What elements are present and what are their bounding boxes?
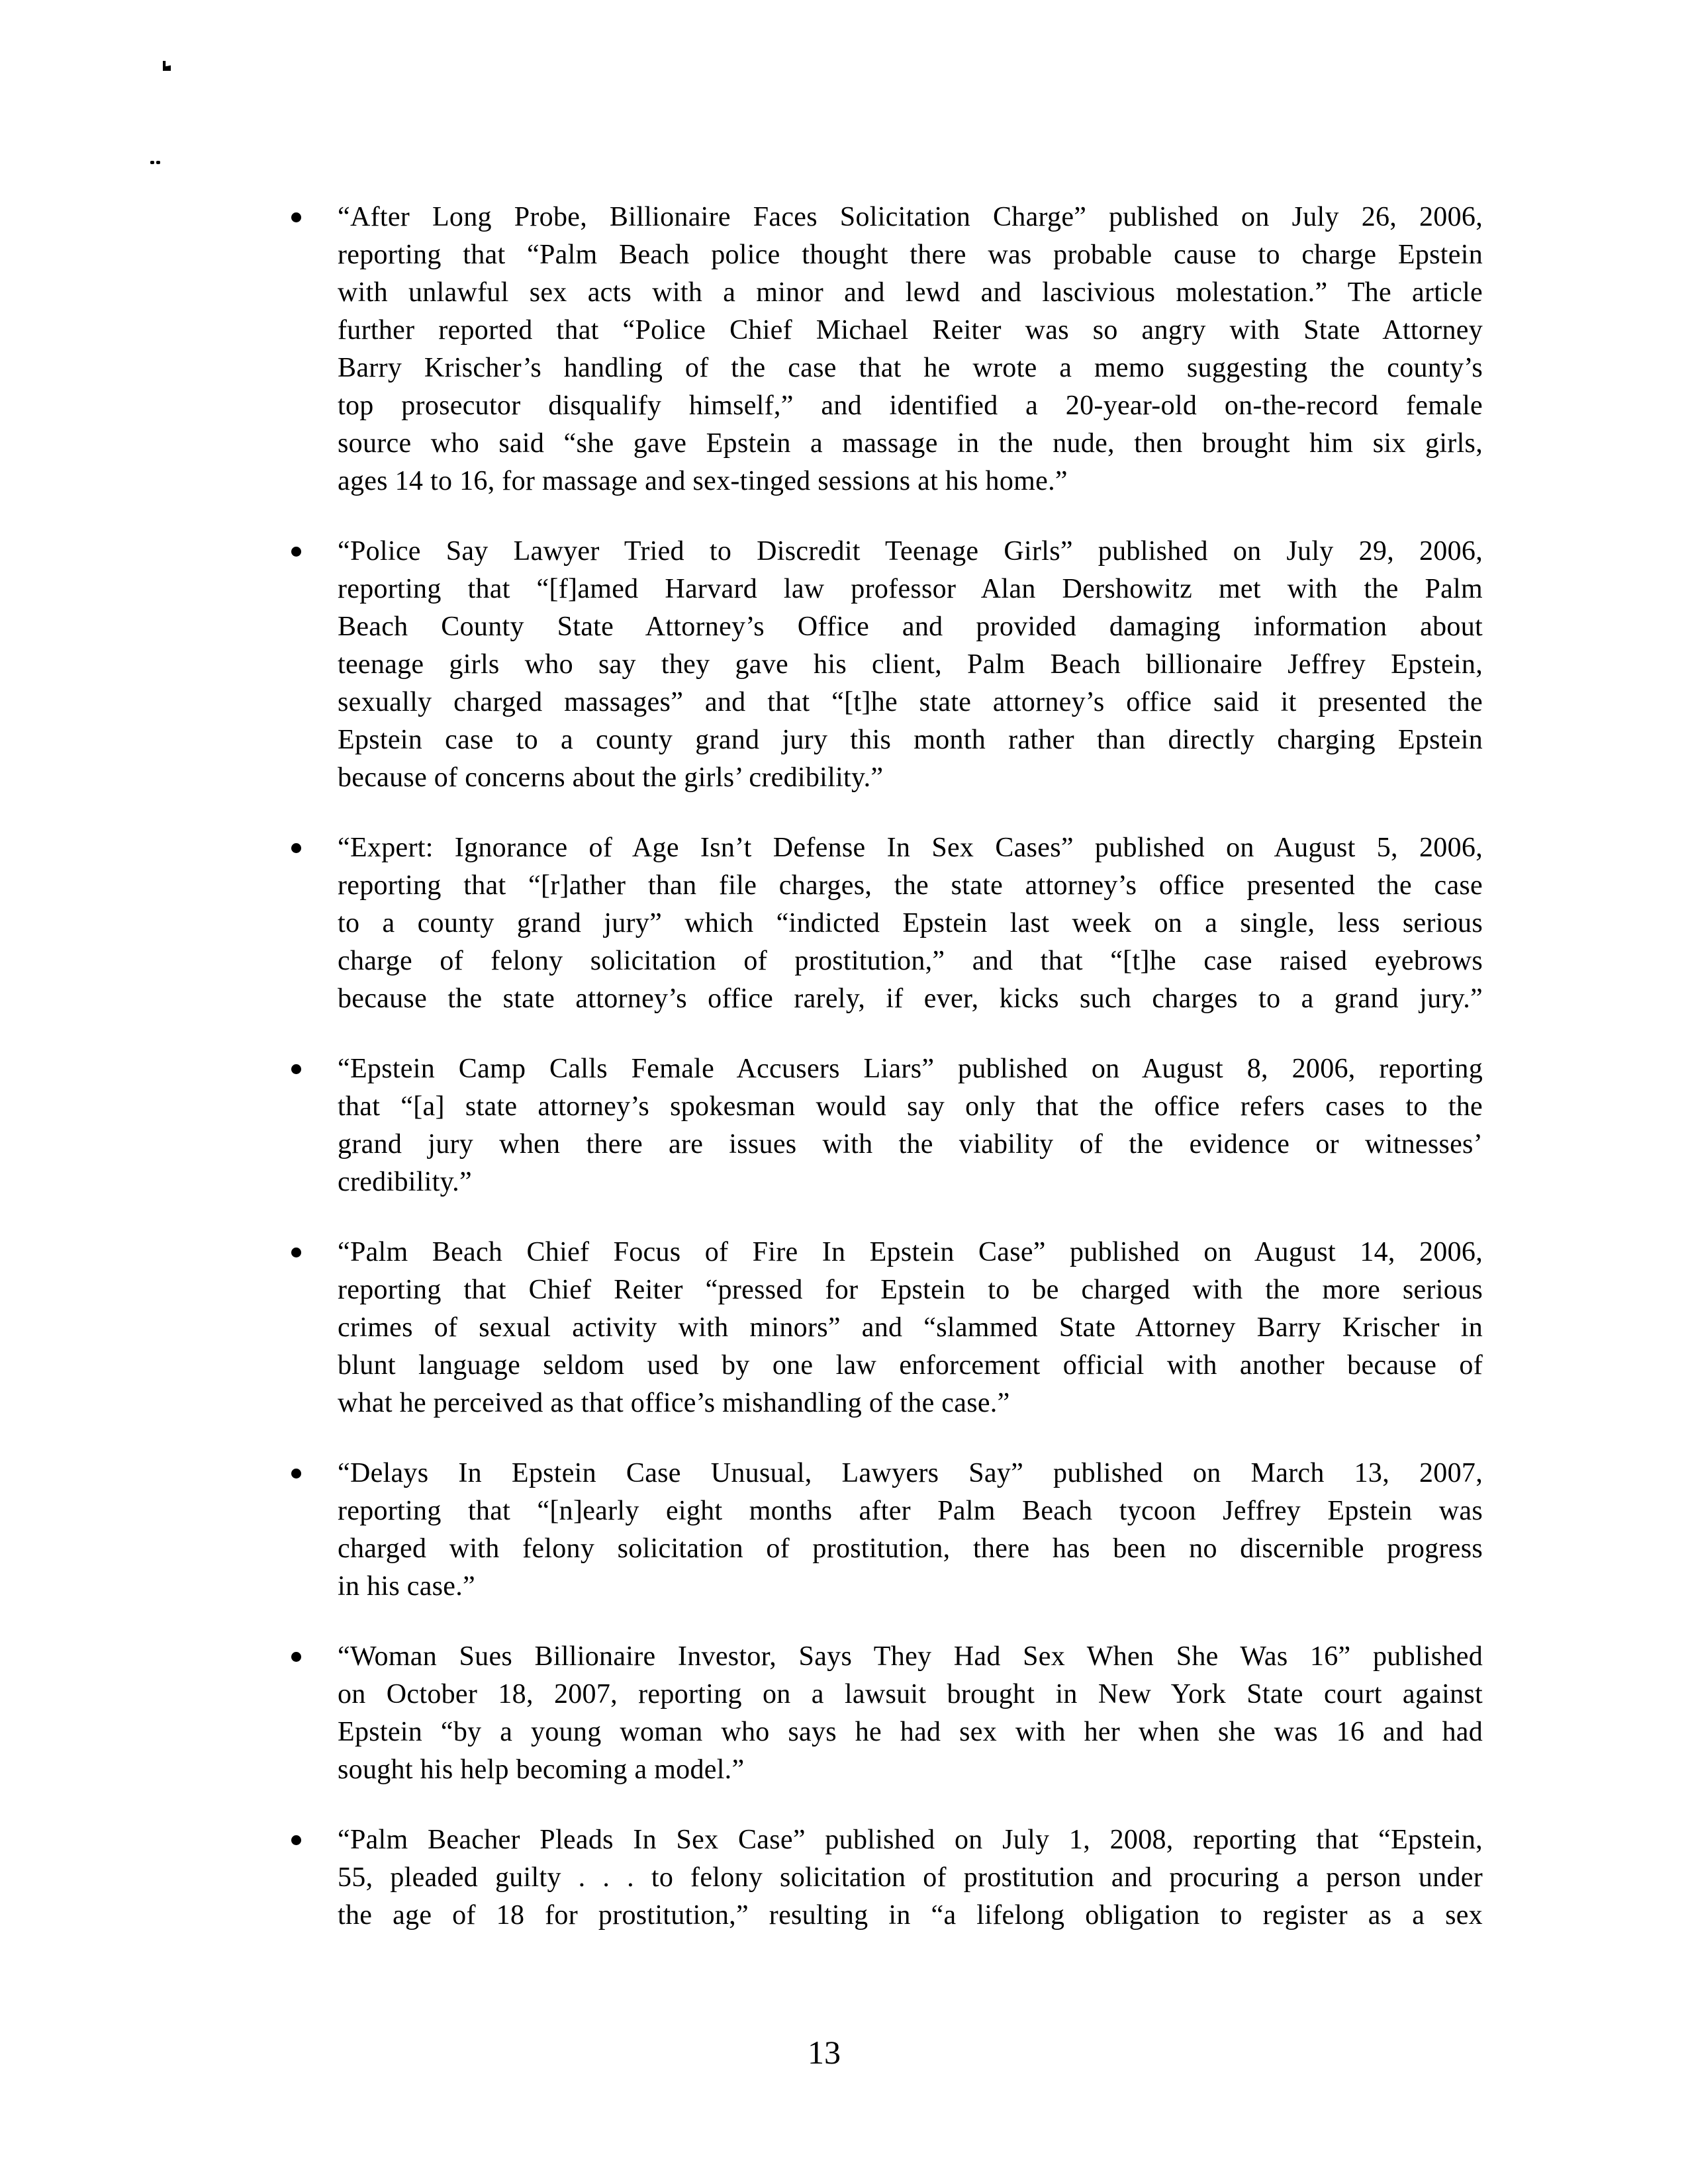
bullet-line: reporting that “[f]amed Harvard law professor Alan Dershowitz met with the Palm xyxy=(338,574,1483,604)
bullet-line: crimes of sexual activity with minors” and “slammed State Attorney Barry Krischer in xyxy=(338,1312,1483,1343)
bullet-line: reporting that Chief Reiter “pressed for Epstein to be charged with the more serious xyxy=(338,1275,1483,1305)
bullet-item xyxy=(338,1455,1483,1606)
scan-artifact-icon xyxy=(163,61,171,71)
bullet-item xyxy=(338,533,1483,797)
bullet-line: “Police Say Lawyer Tried to Discredit Teenage Girls” published on July 29, 2006, xyxy=(338,536,1483,567)
bullet-line: reporting that “Palm Beach police thought there was probable cause to charge Epstein xyxy=(338,240,1483,270)
bullet-item xyxy=(338,1638,1483,1789)
bullet-line: “Palm Beacher Pleads In Sex Case” published on July 1, 2008, reporting that “Epstein, xyxy=(338,1825,1483,1855)
scan-artifact-icon xyxy=(156,161,160,164)
bullet-line: because of concerns about the girls’ credibility.” xyxy=(338,762,884,793)
bullet-line: grand jury when there are issues with the viability of the evidence or witnesses’ xyxy=(338,1129,1483,1160)
bullet-icon xyxy=(291,1248,301,1257)
bullet-icon xyxy=(291,547,301,557)
bullet-line: charge of felony solicitation of prostitution,” and that “[t]he case raised eyebrows xyxy=(338,946,1483,976)
bullet-line: further reported that “Police Chief Michael Reiter was so angry with State Attorney xyxy=(338,315,1483,345)
bullet-line: “Delays In Epstein Case Unusual, Lawyers Say” published on March 13, 2007, xyxy=(338,1458,1483,1488)
bullet-item xyxy=(338,1050,1483,1201)
bullet-line: “After Long Probe, Billionaire Faces Solicitation Charge” published on July 26, 2006, xyxy=(338,202,1483,232)
bullet-line: top prosecutor disqualify himself,” and identified a 20-year-old on-the-record female xyxy=(338,390,1483,421)
bullet-line: sexually charged massages” and that “[t]he state attorney’s office said it presented the xyxy=(338,687,1483,717)
bullet-item xyxy=(338,1234,1483,1422)
bullet-icon xyxy=(291,1064,301,1074)
bullet-icon xyxy=(291,212,301,222)
scan-artifact-icon xyxy=(150,161,154,164)
bullet-line: sought his help becoming a model.” xyxy=(338,1754,745,1785)
bullet-icon xyxy=(291,1469,301,1479)
bullet-line: reporting that “[n]early eight months after Palm Beach tycoon Jeffrey Epstein was xyxy=(338,1496,1483,1526)
bullet-icon xyxy=(291,1835,301,1845)
bullet-line: that “[a] state attorney’s spokesman would say only that the office refers cases to the xyxy=(338,1091,1483,1122)
bullet-line: 55, pleaded guilty . . . to felony solicitation of prostitution and procuring a person under xyxy=(338,1862,1483,1893)
bullet-line: ages 14 to 16, for massage and sex-tinged sessions at his home.” xyxy=(338,466,1068,496)
bullet-line: reporting that “[r]ather than file charges, the state attorney’s office presented the case xyxy=(338,870,1483,901)
bullet-icon xyxy=(291,843,301,853)
bullet-line: because the state attorney’s office rarely, if ever, kicks such charges to a grand jury.” xyxy=(338,983,1483,1014)
bullet-item xyxy=(338,199,1483,500)
bullet-line: blunt language seldom used by one law enforcement official with another because of xyxy=(338,1350,1483,1381)
bullet-line: in his case.” xyxy=(338,1571,475,1602)
bullet-line: with unlawful sex acts with a minor and lewd and lascivious molestation.” The article xyxy=(338,277,1483,308)
bullet-line: Epstein case to a county grand jury this month rather than directly charging Epstein xyxy=(338,725,1483,755)
bullet-line: charged with felony solicitation of prostitution, there has been no discernible progress xyxy=(338,1533,1483,1564)
bullet-line: Epstein “by a young woman who says he had sex with her when she was 16 and had xyxy=(338,1717,1483,1747)
bullet-line: what he perceived as that office’s mishandling of the case.” xyxy=(338,1388,1010,1418)
bullet-line: “Woman Sues Billionaire Investor, Says They Had Sex When She Was 16” published xyxy=(338,1641,1483,1672)
bullet-line: on October 18, 2007, reporting on a lawsuit brought in New York State court against xyxy=(338,1679,1483,1709)
bullet-line: “Epstein Camp Calls Female Accusers Liars” published on August 8, 2006, reporting xyxy=(338,1054,1483,1084)
bullet-line: source who said “she gave Epstein a massage in the nude, then brought him six girls, xyxy=(338,428,1483,459)
bullet-line: “Palm Beach Chief Focus of Fire In Epstein Case” published on August 14, 2006, xyxy=(338,1237,1483,1267)
bullet-list xyxy=(338,199,1483,1934)
bullet-item xyxy=(338,829,1483,1018)
bullet-line: Beach County State Attorney’s Office and provided damaging information about xyxy=(338,612,1483,642)
bullet-line: “Expert: Ignorance of Age Isn’t Defense In Sex Cases” published on August 5, 2006, xyxy=(338,833,1483,863)
bullet-line: credibility.” xyxy=(338,1167,472,1197)
bullet-line: teenage girls who say they gave his client, Palm Beach billionaire Jeffrey Epstein, xyxy=(338,649,1483,680)
bullet-item xyxy=(338,1821,1483,1934)
bullet-line: the age of 18 for prostitution,” resulting in “a lifelong obligation to register as a sex xyxy=(338,1900,1483,1931)
bullet-line: to a county grand jury” which “indicted Epstein last week on a single, less serious xyxy=(338,908,1483,938)
bullet-icon xyxy=(291,1652,301,1662)
bullet-line: Barry Krischer’s handling of the case that he wrote a memo suggesting the county’s xyxy=(338,353,1483,383)
page-number: 13 xyxy=(808,2034,841,2071)
